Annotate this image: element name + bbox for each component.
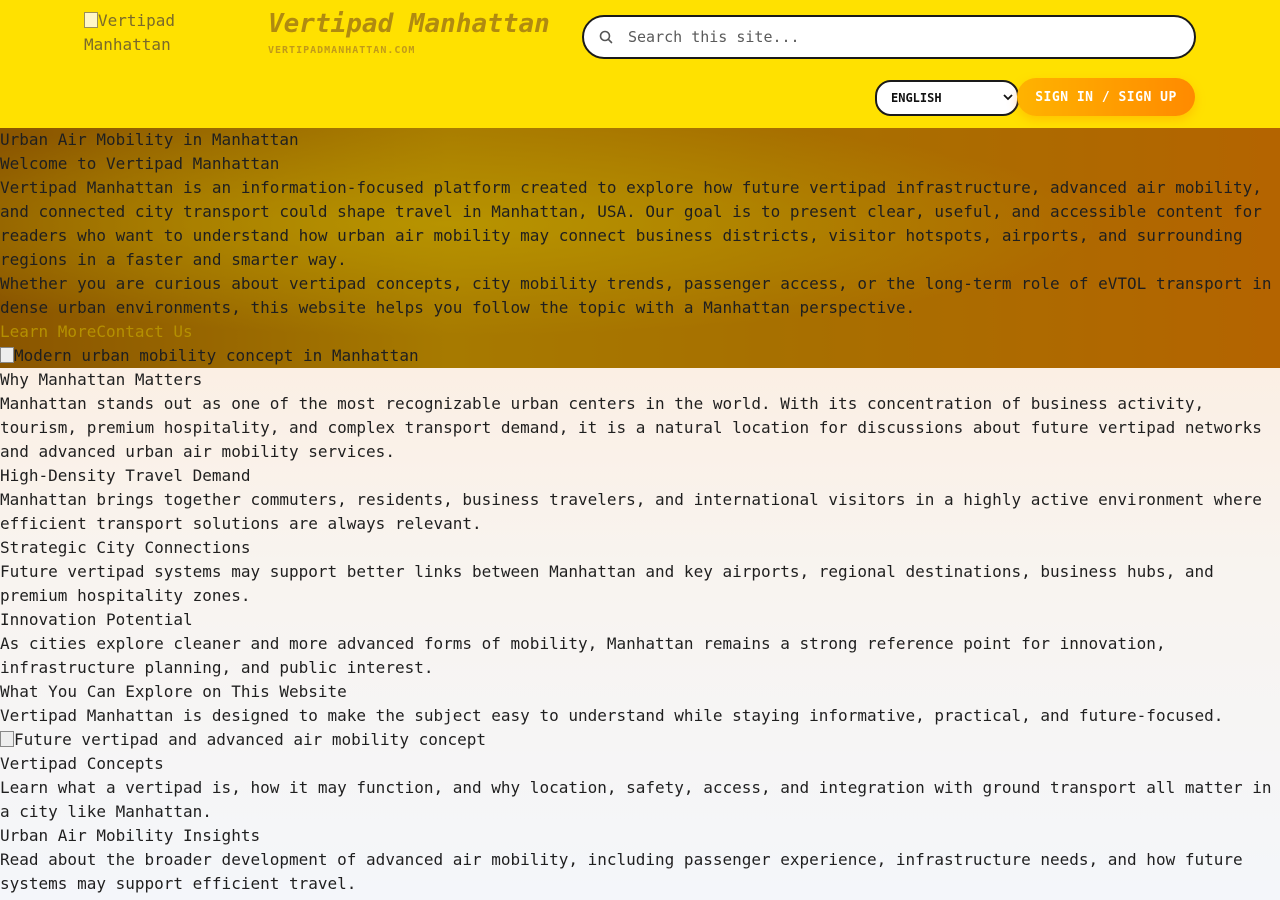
feature-text: Future vertipad systems may support better links between Manhattan and key airports, regional destinations, business hubs, and premium hospitality zones. (0, 562, 1214, 605)
site-header (0, 0, 1280, 128)
hero-title: Welcome to Vertipad Manhattan (0, 154, 280, 173)
feature-text: Learn what a vertipad is, how it may function, and why location, safety, access, and integration with ground transport all matter in a city like Manhattan. (0, 778, 1272, 821)
contact-us-link[interactable]: Contact Us (96, 322, 193, 341)
hero-section (0, 128, 1280, 368)
section-title: What You Can Explore on This Website (0, 682, 347, 701)
search-input[interactable] (628, 17, 1168, 57)
hero-actions (0, 320, 1280, 344)
feature-title: High-Density Travel Demand (0, 466, 251, 485)
broken-image-icon (84, 12, 98, 28)
feature-text: Manhattan brings together commuters, residents, business travelers, and international visitors in a highly active environment where efficient transport solutions are always relevant. (0, 490, 1262, 533)
learn-more-link[interactable]: Learn More (0, 322, 97, 341)
language-selected: ENGLISH (891, 91, 942, 105)
feature-title: Vertipad Concepts (0, 754, 164, 773)
site-domain: VERTIPADMANHATTAN.COM (268, 45, 416, 56)
feature-title: Strategic City Connections (0, 538, 251, 557)
main-content (0, 368, 1280, 900)
sign-in-button[interactable]: SIGN IN / SIGN UP (1017, 78, 1195, 116)
hero-paragraph: Vertipad Manhattan is an information-focused platform created to explore how future vertipad infrastructure, advanced air mobility, and connected city transport could shape travel in Manhattan, USA. Our goal is to present clear, useful, and accessible content for readers who want to understand how urban air mobility may connect business districts, visitor hotspots, airports, and surrounding regions in a faster and smarter way. (0, 178, 1262, 269)
explore-image (0, 728, 1280, 752)
site-title[interactable]: Vertipad Manhattan (268, 9, 550, 39)
broken-image-icon (0, 731, 14, 747)
language-select[interactable] (875, 80, 1019, 116)
explore-image-alt: Future vertipad and advanced air mobility concept (14, 730, 487, 749)
hero-eyebrow: Urban Air Mobility in Manhattan (0, 130, 299, 149)
hero-paragraph: Whether you are curious about vertipad concepts, city mobility trends, passenger access, or the long-term role of eVTOL transport in dense urban environments, this website helps you follow the topic with a Manhattan perspective. (0, 274, 1272, 317)
feature-title: Innovation Potential (0, 610, 193, 629)
broken-image-icon (0, 347, 14, 363)
site-logo[interactable] (84, 9, 254, 57)
logo-alt-text: Vertipad Manhattan (84, 11, 176, 54)
search-box[interactable] (582, 15, 1196, 59)
chevron-down-icon (1003, 92, 1013, 102)
hero-image (0, 344, 1280, 368)
feature-text: Read about the broader development of advanced air mobility, including passenger experience, infrastructure needs, and how future systems may support efficient travel. (0, 850, 1243, 893)
section-intro: Manhattan stands out as one of the most recognizable urban centers in the world. With its concentration of business activity, tourism, premium hospitality, and complex transport demand, it is a natural location for discussions about future vertipad networks and advanced urban air mobility services. (0, 394, 1262, 461)
section-title: Why Manhattan Matters (0, 370, 203, 389)
section-intro: Vertipad Manhattan is designed to make the subject easy to understand while staying informative, practical, and future-focused. (0, 706, 1224, 725)
hero-image-alt: Modern urban mobility concept in Manhattan (14, 346, 419, 365)
feature-title: Urban Air Mobility Insights (0, 826, 261, 845)
search-icon (598, 29, 614, 45)
feature-text: As cities explore cleaner and more advanced forms of mobility, Manhattan remains a strong reference point for innovation, infrastructure planning, and public interest. (0, 634, 1166, 677)
